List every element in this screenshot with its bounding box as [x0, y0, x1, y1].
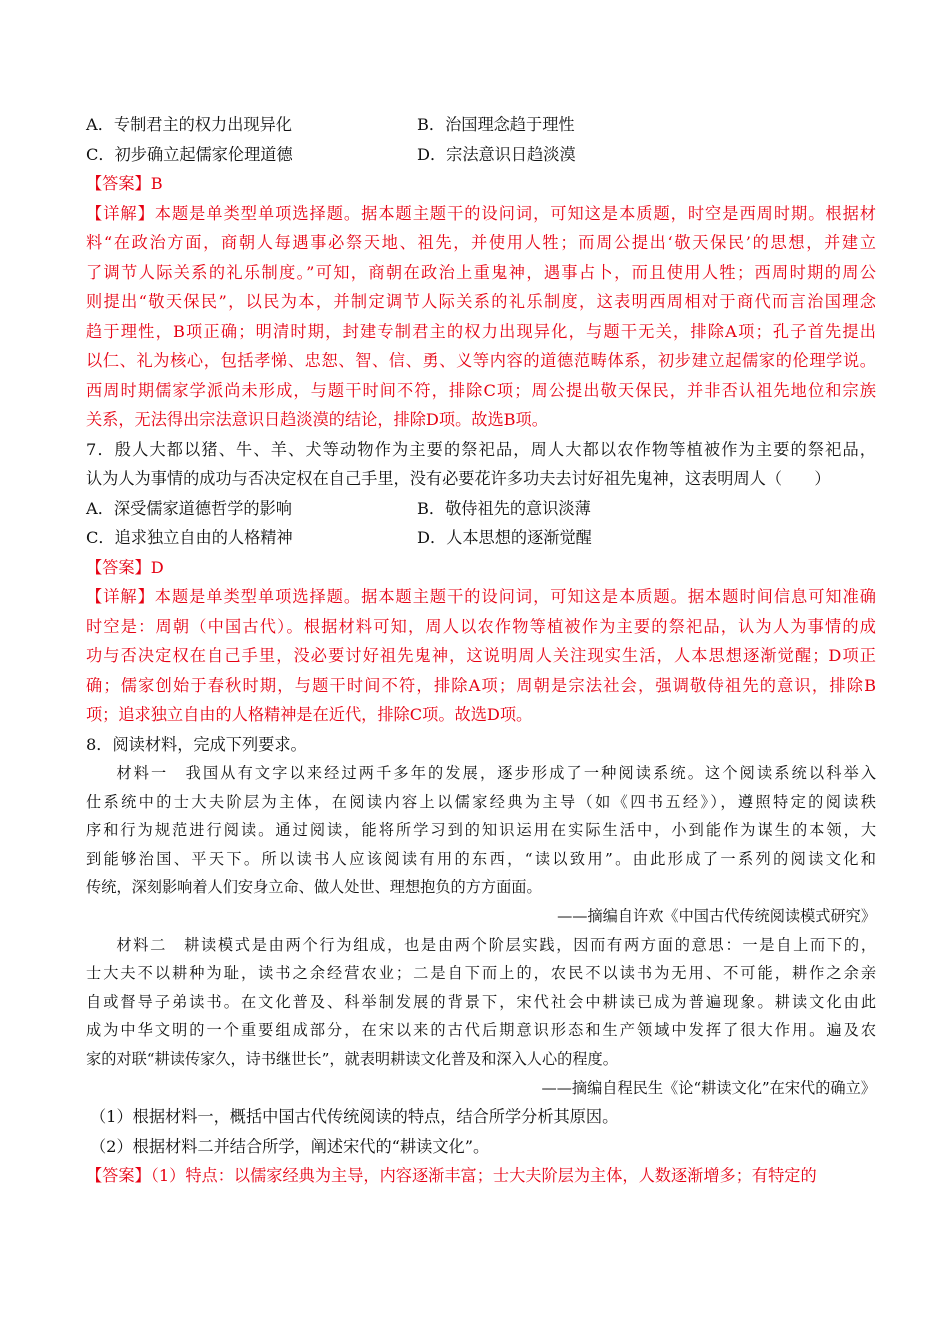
q7-options-row-2 — [86, 523, 876, 553]
q6-options-row-2 — [86, 140, 876, 170]
q7-stem-line: 7．殷人大都以猪、牛、羊、犬等动物作为主要的祭祀品，周人大都以农作物等植被作为主要的祭祀品， — [86, 439, 876, 459]
q7-analysis-line: 【详解】本题是单类型单项选择题。据本题主题干的设问词，可知这是本质题。据本题时间信息可知准确 — [86, 587, 876, 606]
q7-stem — [86, 435, 876, 494]
q8-stem: 8．阅读材料，完成下列要求。 — [86, 734, 307, 754]
material-line: 材料一 我国从有文字以来经过两千多年的发展，逐步形成了一种阅读系统。这个阅读系统以科举入 — [116, 764, 876, 782]
material-line: 成为中华文明的一个重要组成部分，在宋以来的古代后期意识形态和生产领域中发挥了很大作用。遍及农 — [86, 1021, 876, 1040]
q6-analysis — [86, 199, 876, 435]
q7-option-c: C．追求独立自由的人格精神 — [86, 528, 293, 547]
q7-option-a: A．深受儒家道德哲学的影响 — [86, 498, 292, 518]
q7-analysis-line: 时空是：周朝（中国古代）。根据材料可知，周人以农作物等植被作为主要的祭祀品，认为人为事情的成 — [86, 616, 876, 636]
material-line: 自或督导子弟读书。在文化普及、科举制发展的背景下，宋代社会中耕读已成为普遍现象。耕读文化由此 — [86, 992, 876, 1011]
q7-analysis-line: 确；儒家创始于春秋时期，与题干时间不符，排除A项；周朝是宗法社会，强调敬侍祖先的意识，排除B — [86, 675, 876, 695]
material-line: 材料二 耕读模式是由两个行为组成，也是由两个阶层实践，因而有两方面的意思：一是自上而下的， — [116, 935, 876, 954]
q6-answer: 【答案】B — [86, 174, 163, 193]
q6-option-a: A．专制君主的权力出现异化 — [86, 115, 292, 134]
material-2-source: ——摘编自程民生《论“耕读文化”在宋代的确立》 — [541, 1078, 876, 1097]
q8-material-2 — [86, 931, 876, 1103]
q6-analysis-line: 关系，无法得出宗法意识日趋淡漠的结论，排除D项。故选B项。 — [86, 410, 548, 429]
q6-analysis-line: 了调节人际关系的礼乐制度。”可知，商朝在政治上重鬼神，遇事占卜，而且使用人牲；西周时期的周公 — [86, 262, 876, 282]
q7-analysis-line: 项；追求独立自由的人格精神是在近代，排除C项。故选D项。 — [86, 705, 533, 724]
material-1-source: ——摘编自许欢《中国古代传统阅读模式研究》 — [557, 906, 876, 925]
q7-option-b: B．敬侍祖先的意识淡薄 — [417, 498, 591, 518]
material-line: 传统，深刻影响着人们安身立命、做人处世、理想抱负的方方面面。 — [86, 878, 542, 897]
q6-option-b: B．治国理念趋于理性 — [417, 115, 575, 134]
q7-option-d: D．人本思想的逐渐觉醒 — [417, 528, 592, 547]
q8-subquestion-1: （1）根据材料一，概括中国古代传统阅读的特点，结合所学分析其原因。 — [90, 1107, 619, 1127]
document-page — [86, 110, 876, 1191]
q7-analysis — [86, 582, 876, 730]
q6-analysis-line: 则提出“敬天保民”，以民为本，并制定调节人际关系的礼乐制度，这表明西周相对于商代而言治国理念 — [86, 292, 876, 311]
q6-analysis-line: 趋于理性，B项正确；明清时期，封建专制君主的权力出现异化，与题干无关，排除A项；孔子首先提出 — [86, 321, 876, 341]
q8-material-1 — [86, 759, 876, 931]
q6-options-row-1 — [86, 110, 876, 140]
q6-option-d: D．宗法意识日趋淡漠 — [417, 144, 576, 164]
q6-analysis-line: 料“在政治方面，商朝人每遇事必祭天地、祖先，并使用人牲；而周公提出‘敬天保民’的思想，并建立 — [86, 233, 876, 252]
q6-analysis-line: 西周时期儒家学派尚未形成，与题干时间不符，排除C项；周公提出敬天保民，并非否认祖先地位和宗族 — [86, 380, 876, 400]
q6-option-c: C．初步确立起儒家伦理道德 — [86, 144, 293, 164]
q8-subquestion-2: （2）根据材料二并结合所学，阐述宋代的“耕读文化”。 — [90, 1136, 490, 1156]
material-line: 到能够治国、平天下。所以读书人应该阅读有用的东西，“读以致用”。由此形成了一系列的阅读文化和 — [86, 849, 876, 868]
material-line: 序和行为规范进行阅读。通过阅读，能将所学习到的知识运用在实际生活中，小到能作为谋生的本领，大 — [86, 821, 876, 840]
q6-analysis-line: 以仁、礼为核心，包括孝悌、忠恕、智、信、勇、义等内容的道德范畴体系，初步建立起儒家的伦理学说。 — [86, 351, 876, 370]
q7-stem-line: 认为人为事情的成功与否决定权在自己手里，没有必要花许多功夫去讨好祖先鬼神，这表明周人（ ） — [86, 469, 831, 488]
q7-analysis-line: 功与否决定权在自己手里，没必要讨好祖先鬼神，这说明周人关注现实生活，人本思想逐渐觉醒；D项正 — [86, 646, 876, 665]
q8-answer: 【答案】（1）特点：以儒家经典为主导，内容逐渐丰富；士大夫阶层为主体，人数逐渐增多；有特定的 — [86, 1166, 817, 1186]
material-line: 士大夫不以耕种为耻，读书之余经营农业；二是自下而上的，农民不以读书为无用、不可能，耕作之余亲 — [86, 964, 876, 983]
material-line: 仕系统中的士大夫阶层为主体，在阅读内容上以儒家经典为主导（如《四书五经》），遵照特定的阅读秩 — [86, 792, 876, 811]
q7-options-row-1 — [86, 494, 876, 524]
q7-answer: 【答案】D — [86, 557, 164, 577]
q6-analysis-line: 【详解】本题是单类型单项选择题。据本题主题干的设问词，可知这是本质题，时空是西周时期。根据材 — [86, 203, 876, 223]
material-line: 家的对联“耕读传家久，诗书继世长”，就表明耕读文化普及和深入人心的程度。 — [86, 1049, 618, 1068]
